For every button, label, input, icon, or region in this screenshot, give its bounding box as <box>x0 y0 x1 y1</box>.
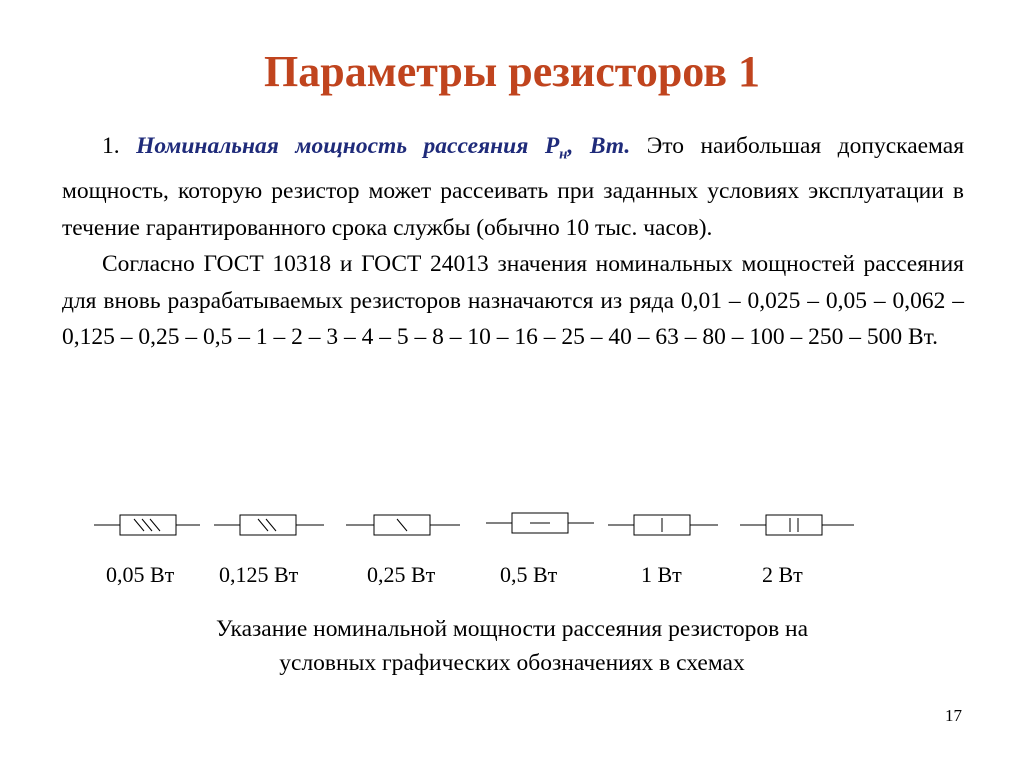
term-nominal-power: Номинальная мощность рассеяния $P_н$, Вт. <box>136 133 631 163</box>
paragraph-gost-series: Согласно ГОСТ 10318 и ГОСТ 24013 значения номинальных мощностей рассеяния для вновь разрабатываемых резисторов назначаются из ряда 0,01 – 0,025 – 0,05 – 0,062 – 0,125 – 0,25 – 0,5 – 1 – 2 – 3 – 4 – 5 – 8 – 10 – 16 – 25 – 40 – 63 – 80 – 100 – 250 – 500 Вт. <box>62 251 964 351</box>
label-1w: 1 Вт <box>641 562 682 587</box>
resistor-symbol-horizontal-bar <box>486 513 594 533</box>
resistor-symbols <box>0 505 1024 545</box>
label-0-125w: 0,125 Вт <box>219 562 299 587</box>
resistor-symbol-vertical-bar <box>608 515 718 535</box>
resistor-symbol-two-vertical-bars <box>740 515 854 535</box>
list-number: 1. <box>102 133 137 159</box>
caption-line-1: Указание номинальной мощности рассеяния резисторов на <box>215 616 809 642</box>
body-text <box>62 128 964 356</box>
resistor-symbol-one-slash <box>346 515 460 535</box>
slide-title: Параметры резисторов 1 <box>264 47 760 96</box>
label-2w: 2 Вт <box>762 562 803 587</box>
paragraph-nominal-power <box>62 128 964 246</box>
label-0-5w: 0,5 Вт <box>500 562 558 587</box>
resistor-symbol-three-slashes <box>94 515 200 535</box>
definition-text: Это наибольшая допускаемая мощность, которую резистор может рассеивать при заданных условиях эксплуатации в течение гарантированного срока службы (обычно 10 тыс. часов). <box>62 133 965 241</box>
power-labels <box>0 562 1024 596</box>
resistor-symbol-two-slashes <box>214 515 324 535</box>
page-number: 17 <box>945 706 962 725</box>
caption-line-2: условных графических обозначениях в схемах <box>279 650 745 676</box>
label-0-25w: 0,25 Вт <box>367 562 436 587</box>
label-0-05w: 0,05 Вт <box>106 562 175 587</box>
term-subscript: н <box>559 146 568 163</box>
figure-caption <box>0 612 1024 680</box>
